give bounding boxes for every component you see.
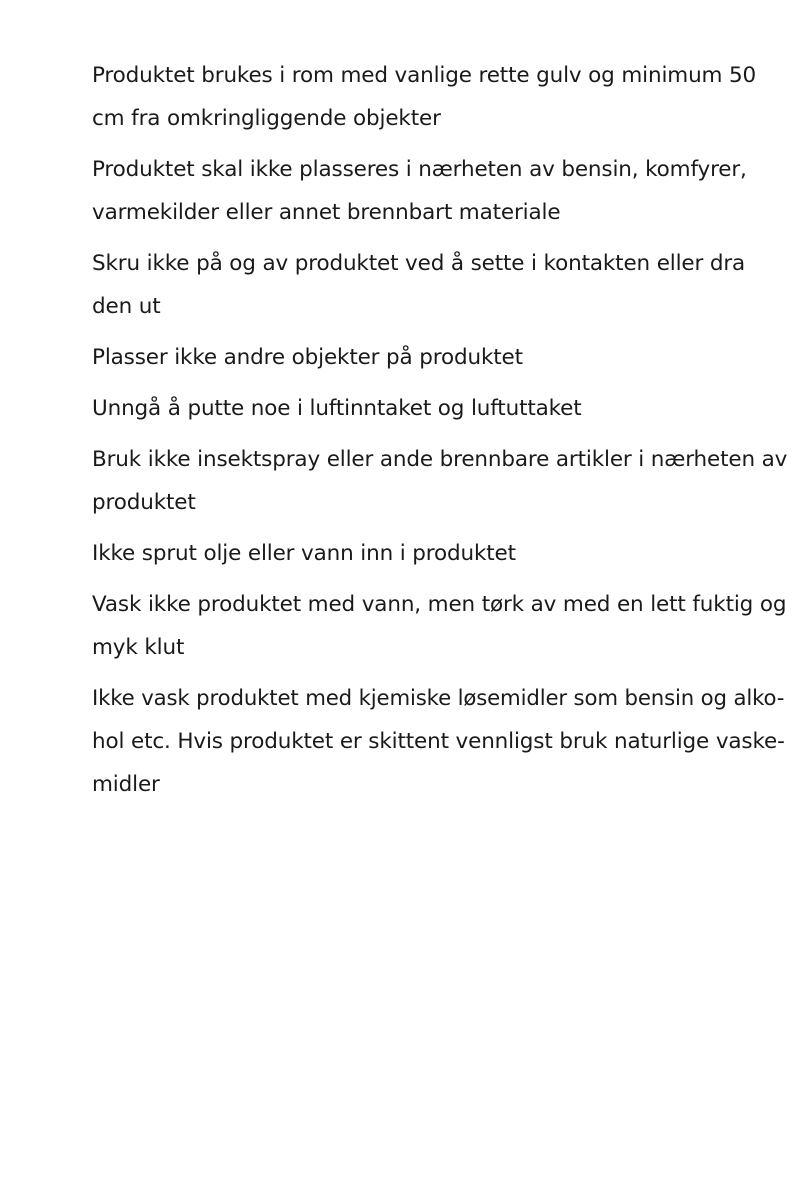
instruction-paragraph bbox=[92, 54, 757, 140]
paragraph-line: midler bbox=[92, 772, 160, 797]
paragraph-line: Plasser ikke andre objekter på produktet bbox=[92, 345, 523, 370]
instruction-paragraph bbox=[92, 336, 752, 379]
paragraph-line: Ikke sprut olje eller vann inn i produktet bbox=[92, 541, 516, 566]
instruction-paragraph bbox=[92, 677, 785, 806]
instruction-paragraph bbox=[92, 438, 788, 524]
paragraph-line: Unngå å putte noe i luftinntaket og luftuttaket bbox=[92, 396, 582, 421]
paragraph-line: varmekilder eller annet brennbart materiale bbox=[92, 200, 561, 225]
paragraph-line: cm fra omkringliggende objekter bbox=[92, 106, 441, 131]
instruction-paragraph bbox=[92, 242, 752, 328]
paragraph-line: Produktet skal ikke plasseres i nærheten av bensin, komfyrer, bbox=[92, 157, 747, 182]
paragraph-line: Ikke vask produktet med kjemiske løsemidler som bensin og alko- bbox=[92, 686, 785, 711]
instruction-paragraph bbox=[92, 583, 787, 669]
instruction-paragraph bbox=[92, 387, 752, 430]
safety-instructions bbox=[92, 54, 788, 806]
paragraph-line: Produktet brukes i rom med vanlige rette gulv og minimum 50 bbox=[92, 63, 757, 88]
paragraph-line: Skru ikke på og av produktet ved å sette i kontakten eller dra bbox=[92, 251, 746, 276]
paragraph-line: Bruk ikke insektspray eller ande brennbare artikler i nærheten av bbox=[92, 447, 788, 472]
paragraph-line: den ut bbox=[92, 294, 161, 319]
instruction-paragraph bbox=[92, 148, 752, 234]
paragraph-line: produktet bbox=[92, 490, 196, 515]
paragraph-line: hol etc. Hvis produktet er skittent vennligst bruk naturlige vaske- bbox=[92, 729, 785, 754]
instruction-paragraph bbox=[92, 532, 752, 575]
paragraph-line: Vask ikke produktet med vann, men tørk av med en lett fuktig og bbox=[92, 592, 787, 617]
paragraph-line: myk klut bbox=[92, 635, 185, 660]
